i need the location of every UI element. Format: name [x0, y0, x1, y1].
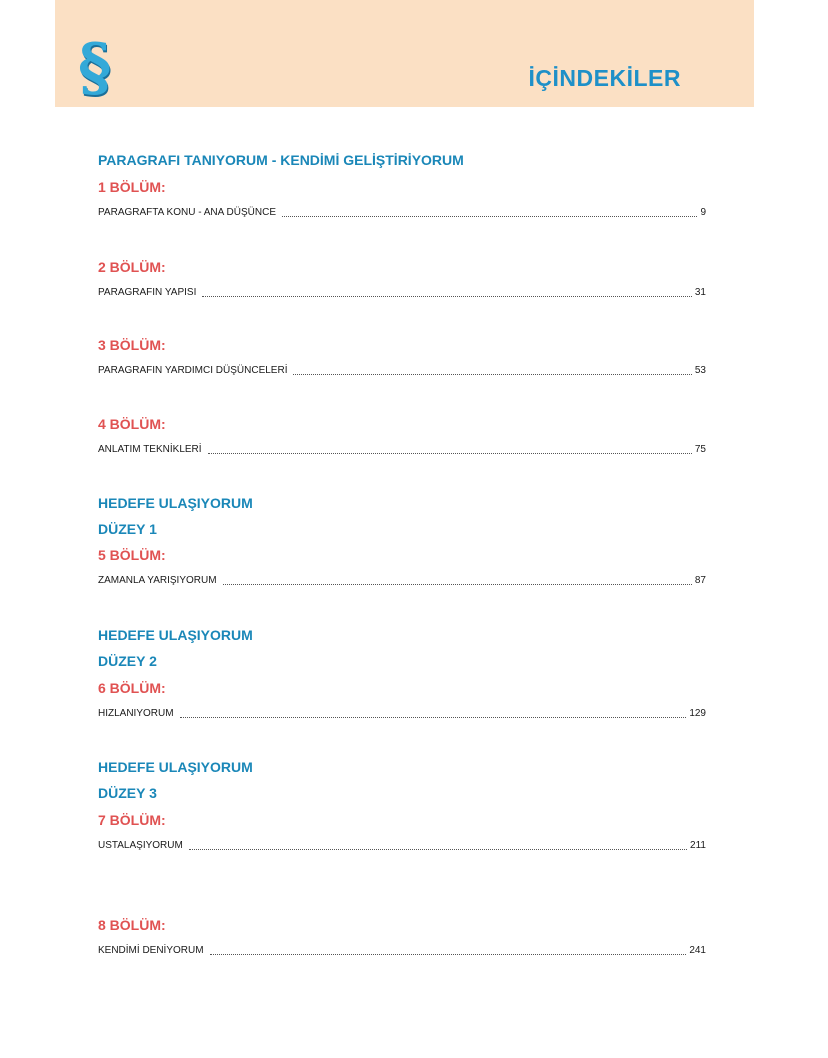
toc-entry-title: PARAGRAFTA KONU - ANA DÜŞÜNCE — [98, 207, 276, 218]
toc-entry-3[interactable] — [98, 364, 706, 378]
toc-entry-title: ZAMANLA YARIŞIYORUM — [98, 575, 217, 586]
chapter-label-2: 2 BÖLÜM: — [98, 259, 166, 275]
goal-title-3: HEDEFE ULAŞIYORUM — [98, 759, 253, 775]
part-title: PARAGRAFI TANIYORUM - KENDİMİ GELİŞTİRİYORUM — [98, 152, 464, 168]
toc-entry-title: PARAGRAFIN YAPISI — [98, 287, 197, 298]
dot-leader — [223, 584, 692, 585]
dot-leader — [210, 954, 687, 955]
page-title: İÇİNDEKİLER — [528, 65, 681, 91]
chapter-label-4: 4 BÖLÜM: — [98, 416, 166, 432]
toc-page-number: 31 — [694, 287, 706, 298]
toc-page-number: 241 — [689, 945, 706, 956]
dot-leader — [202, 296, 692, 297]
toc-entry-title: USTALAŞIYORUM — [98, 840, 183, 851]
chapter-label-6: 6 BÖLÜM: — [98, 680, 166, 696]
toc-entry-4[interactable] — [98, 443, 706, 457]
dot-leader — [208, 453, 692, 454]
toc-entry-6[interactable] — [98, 707, 706, 721]
toc-page-number: 75 — [694, 444, 706, 455]
toc-entry-title: ANLATIM TEKNİKLERİ — [98, 444, 202, 455]
toc-entry-5[interactable] — [98, 574, 706, 588]
toc-page-number: 211 — [690, 840, 706, 851]
chapter-label-3: 3 BÖLÜM: — [98, 337, 166, 353]
toc-entry-7[interactable] — [98, 839, 706, 853]
level-title-2: DÜZEY 2 — [98, 653, 157, 669]
chapter-label-7: 7 BÖLÜM: — [98, 812, 166, 828]
goal-title-1: HEDEFE ULAŞIYORUM — [98, 495, 253, 511]
level-title-1: DÜZEY 1 — [98, 521, 157, 537]
toc-page-number: 87 — [694, 575, 706, 586]
dot-leader — [180, 717, 687, 718]
goal-title-2: HEDEFE ULAŞIYORUM — [98, 627, 253, 643]
toc-entry-8[interactable] — [98, 944, 706, 958]
chapter-label-5: 5 BÖLÜM: — [98, 547, 166, 563]
toc-page-number: 53 — [694, 365, 706, 376]
toc-entry-title: PARAGRAFIN YARDIMCI DÜŞÜNCELERİ — [98, 365, 288, 376]
dot-leader — [189, 849, 687, 850]
toc-entry-1[interactable] — [98, 206, 706, 220]
dot-leader — [282, 216, 697, 217]
level-title-3: DÜZEY 3 — [98, 785, 157, 801]
toc-entry-title: KENDİMİ DENİYORUM — [98, 945, 204, 956]
toc-page-number: 129 — [689, 708, 706, 719]
toc-entry-2[interactable] — [98, 286, 706, 300]
toc-page-number: 9 — [700, 207, 706, 218]
toc-entry-title: HIZLANIYORUM — [98, 708, 174, 719]
section-sign-icon: § — [78, 30, 112, 105]
chapter-label-8: 8 BÖLÜM: — [98, 917, 166, 933]
chapter-label-1: 1 BÖLÜM: — [98, 179, 166, 195]
dot-leader — [293, 374, 691, 375]
